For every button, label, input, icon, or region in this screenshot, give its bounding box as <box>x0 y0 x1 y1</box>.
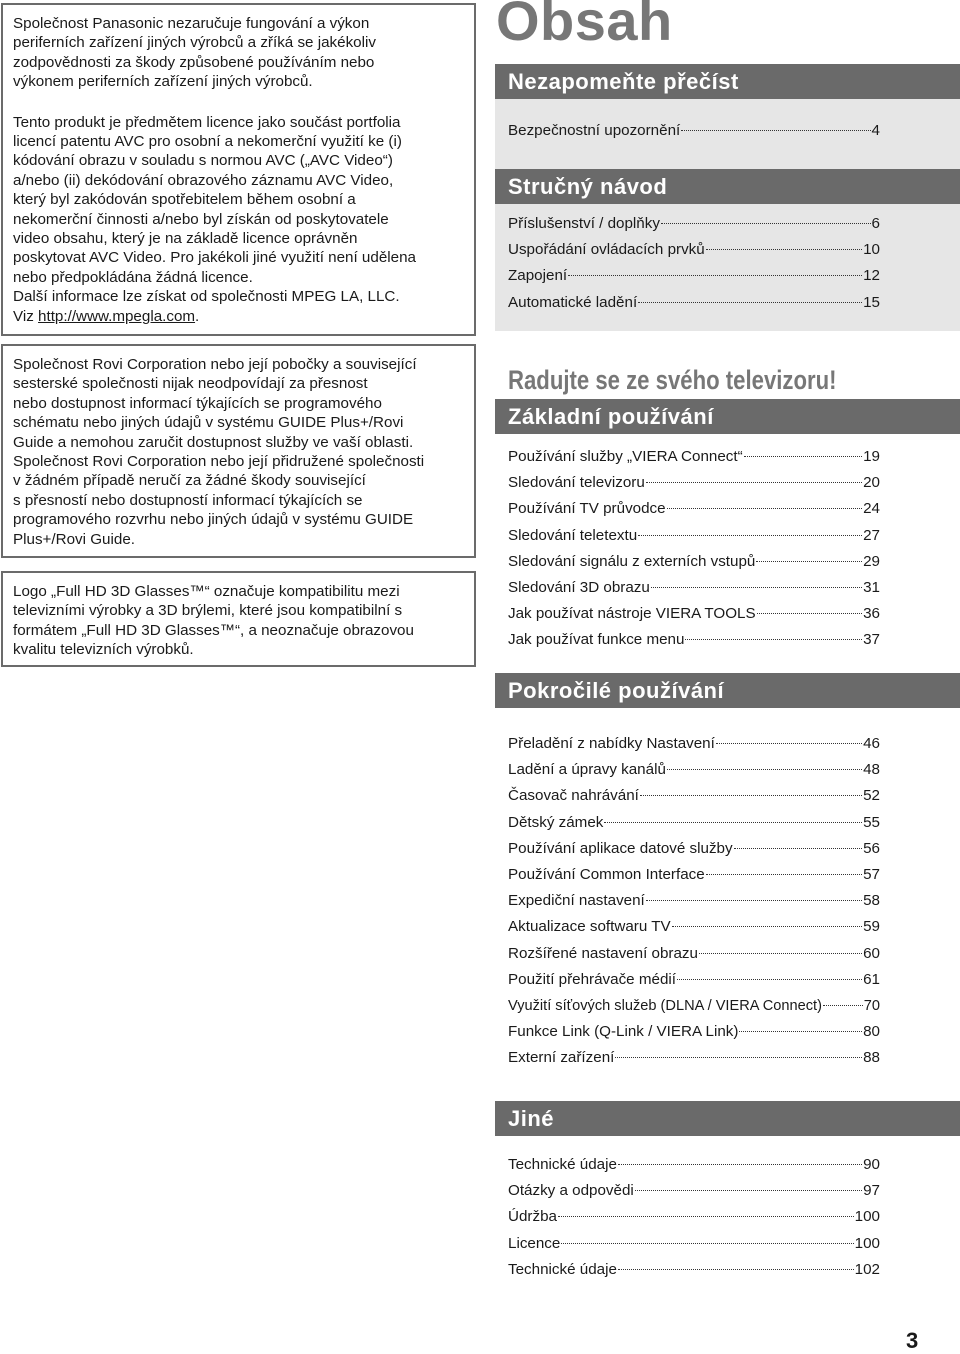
dot-leader <box>739 1031 862 1032</box>
toc-entry-label: Časovač nahrávání <box>508 787 639 805</box>
dot-leader <box>667 769 862 770</box>
notice-line: televizními výrobky a 3D brýlemi, které jsou kompatibilní s <box>13 602 403 620</box>
toc-entry-page: 80 <box>863 1023 880 1041</box>
toc-entry-label: Zapojení <box>508 267 568 285</box>
toc-entry-page: 90 <box>863 1156 880 1173</box>
dot-leader <box>651 587 862 588</box>
toc-entry-label: Používání aplikace datové služby <box>508 839 733 857</box>
toc-list-other <box>508 1152 880 1283</box>
toc-entry-label: Sledování teletextu <box>508 526 638 544</box>
toc-entry-label: Údržba <box>508 1208 557 1226</box>
notice-line: programového rozvrhu nebo jiných údajů v systému GUIDE <box>13 511 414 529</box>
dot-leader <box>699 953 862 954</box>
notice-line: nekomerční činnosti a/nebo byl získán od poskytovatele <box>13 210 389 228</box>
toc-entry-label: Příslušenství / doplňky <box>508 215 660 232</box>
toc-entry-page: 58 <box>863 892 880 910</box>
mpegla-link[interactable]: http://www.mpegla.com <box>38 307 196 325</box>
toc-entry[interactable] <box>508 993 880 1019</box>
notice-line: kvalitu televizních výrobků. <box>13 641 194 659</box>
toc-entry-label: Bezpečnostní upozornění <box>508 122 681 139</box>
toc-entry[interactable] <box>508 575 880 601</box>
toc-entry[interactable] <box>508 444 880 470</box>
toc-entry-label: Sledování 3D obrazu <box>508 578 650 596</box>
section-heading-basic-use: Základní používání <box>495 399 960 434</box>
toc-list-basic-use <box>508 444 880 654</box>
toc-entry-label: Používání Common Interface <box>508 865 705 883</box>
toc-entry-page: 100 <box>854 1208 880 1226</box>
toc-entry-page: 60 <box>863 944 880 962</box>
dot-leader <box>756 561 862 562</box>
toc-entry-page: 102 <box>854 1260 880 1278</box>
notice-line: sesterské společnosti nijak neodpovídají za přesnost <box>13 375 368 393</box>
notice-avc-licence <box>13 113 464 326</box>
toc-entry[interactable] <box>508 1152 880 1178</box>
dot-leader <box>646 900 862 901</box>
dot-leader <box>734 848 863 849</box>
dot-leader <box>681 130 870 131</box>
dot-leader <box>615 1057 862 1058</box>
dot-leader <box>568 275 862 276</box>
page-title: Obsah <box>496 0 673 52</box>
notice-box-3d-glasses <box>1 571 476 667</box>
notice-line: výkonem periferních zařízení jiných výrobců. <box>13 73 313 91</box>
notice-line: kódování obrazu v souladu s normou AVC („AVC Video“) <box>13 152 393 170</box>
dot-leader <box>716 743 862 744</box>
toc-entry-page: 55 <box>863 813 880 831</box>
toc-entry-page: 4 <box>871 122 880 139</box>
toc-entry-page: 100 <box>854 1234 880 1252</box>
toc-entry[interactable] <box>508 810 880 836</box>
toc-entry-page: 6 <box>871 215 880 232</box>
notice-line: s přesností nebo dostupností informací týkajících se <box>13 491 363 509</box>
toc-entry[interactable] <box>508 1231 880 1257</box>
toc-entry-label: Přeladění z nabídky Nastavení <box>508 735 715 752</box>
toc-entry-label: Jak používat nástroje VIERA TOOLS <box>508 605 756 623</box>
toc-entry-page: 29 <box>863 552 880 570</box>
notice-line: Společnost Rovi Corporation nebo její přidružené společnosti <box>13 453 425 471</box>
toc-entry-page: 12 <box>863 267 880 285</box>
url-prefix: Viz <box>13 307 39 325</box>
notice-line: nebo dostupnost informací týkajících se programového <box>13 394 382 412</box>
toc-entry-page: 59 <box>863 918 880 936</box>
toc-entry-label: Sledování televizoru <box>508 474 645 492</box>
toc-entry-page: 70 <box>863 997 880 1014</box>
toc-entry-page: 52 <box>863 787 880 805</box>
toc-entry[interactable] <box>508 731 880 757</box>
notice-line: a/nebo (ii) dekódování obrazového záznamu AVC Video, <box>13 171 394 189</box>
toc-entry-page: 20 <box>863 474 880 492</box>
dot-leader <box>685 639 862 640</box>
toc-entry-page: 61 <box>863 970 880 988</box>
section-heading-quick-guide: Stručný návod <box>495 169 960 204</box>
dot-leader <box>706 874 862 875</box>
toc-entry[interactable] <box>508 627 880 653</box>
toc-entry-label: Licence <box>508 1234 561 1252</box>
toc-entry[interactable] <box>508 496 880 522</box>
toc-entry-page: 56 <box>863 839 880 857</box>
toc-entry[interactable] <box>508 470 880 496</box>
toc-entry-label: Použití přehrávače médií <box>508 970 676 988</box>
toc-entry[interactable] <box>508 523 880 549</box>
section-heading-read-first: Nezapomeňte přečíst <box>495 64 960 99</box>
toc-entry[interactable] <box>508 1045 880 1071</box>
notice-line: video obsahu, který je na základě licence oprávněn <box>13 230 358 248</box>
toc-entry-label: Technické údaje <box>508 1260 617 1278</box>
toc-entry-page: 27 <box>863 526 880 544</box>
toc-entry[interactable] <box>508 1257 880 1283</box>
toc-entry[interactable] <box>508 290 880 316</box>
toc-entry-page: 15 <box>863 293 880 311</box>
notice-line <box>13 307 464 326</box>
toc-list-advanced-use <box>508 731 880 1071</box>
section-heading-advanced-use: Pokročilé používání <box>495 673 960 708</box>
notice-line: formátem „Full HD 3D Glasses™“, a neoznačuje obrazovou <box>13 621 414 639</box>
notice-line: Plus+/Rovi Guide. <box>13 530 135 548</box>
slogan: Radujte se ze svého televizoru! <box>508 365 837 395</box>
toc-entry[interactable] <box>508 1204 880 1230</box>
toc-entry-label: Automatické ladění <box>508 293 638 311</box>
toc-entry-label: Funkce Link (Q-Link / VIERA Link) <box>508 1023 739 1041</box>
toc-entry[interactable] <box>508 862 880 888</box>
toc-entry[interactable] <box>508 941 880 967</box>
section-heading-other: Jiné <box>495 1101 960 1136</box>
notice-line: poskytovat AVC Video. Pro jakékoli jiné využití není udělena <box>13 249 416 267</box>
toc-entry-page: 37 <box>863 631 880 649</box>
toc-entry[interactable] <box>508 237 880 263</box>
toc-entry-label: Otázky a odpovědi <box>508 1182 634 1200</box>
toc-entry-page: 46 <box>863 735 880 752</box>
dot-leader <box>618 1164 862 1165</box>
notice-line: v žádném případě neručí za žádné škody související <box>13 472 366 490</box>
toc-entry[interactable] <box>508 601 880 627</box>
toc-entry[interactable] <box>508 888 880 914</box>
notice-line: periferních zařízení jiných výrobců a zříká se jakékoliv <box>13 34 376 52</box>
toc-entry-label: Ladění a úpravy kanálů <box>508 761 666 779</box>
notice-line: Společnost Panasonic nezaručuje fungování a výkon <box>13 15 370 32</box>
notice-line: zodpovědnosti za škody způsobené používáním nebo <box>13 53 375 71</box>
toc-entry[interactable] <box>508 549 880 575</box>
notice-line: který byl zakódován spotřebitelem během osobní a <box>13 191 356 209</box>
page-number: 3 <box>906 1328 919 1353</box>
dot-leader <box>672 926 862 927</box>
dot-leader <box>638 535 862 536</box>
toc-entry-page: 10 <box>863 241 880 259</box>
dot-leader <box>677 979 862 980</box>
toc-entry-label: Externí zařízení <box>508 1049 615 1067</box>
toc-entry-label: Rozšířené nastavení obrazu <box>508 944 698 962</box>
notice-line: Další informace lze získat od společnosti MPEG LA, LLC. <box>13 288 400 306</box>
toc-entry-label: Sledování signálu z externích vstupů <box>508 552 756 570</box>
toc-entry-label: Používání služby „VIERA Connect“ <box>508 448 743 465</box>
dot-leader <box>604 822 862 823</box>
toc-entry-label: Využití síťových služeb (DLNA / VIERA Connect) <box>508 997 822 1014</box>
toc-entry[interactable] <box>508 211 880 237</box>
dot-leader <box>635 1190 862 1191</box>
toc-entry-label: Jak používat funkce menu <box>508 631 685 649</box>
toc-entry-label: Aktualizace softwaru TV <box>508 918 671 936</box>
dot-leader <box>638 302 862 303</box>
toc-entry-label: Používání TV průvodce <box>508 500 666 518</box>
toc-entry[interactable] <box>508 836 880 862</box>
notice-box-rovi <box>1 344 476 558</box>
toc-list-read-first <box>508 118 880 144</box>
dot-leader <box>744 456 862 457</box>
notice-box-panasonic-licence <box>1 3 476 336</box>
toc-entry[interactable] <box>508 967 880 993</box>
dot-leader <box>661 223 871 224</box>
toc-entry-label: Technické údaje <box>508 1156 617 1173</box>
toc-entry-page: 31 <box>863 578 880 596</box>
toc-entry-page: 48 <box>863 761 880 779</box>
notice-line: Guide a nemohou zaručit dostupnost služby ve vaší oblasti. <box>13 433 414 451</box>
dot-leader <box>757 613 862 614</box>
toc-entry-label: Uspořádání ovládacích prvků <box>508 241 705 259</box>
dot-leader <box>561 1243 853 1244</box>
dot-leader <box>640 795 862 796</box>
toc-entry[interactable] <box>508 783 880 809</box>
notice-panasonic <box>13 14 464 92</box>
notice-line: Logo „Full HD 3D Glasses™“ označuje kompatibilitu mezi <box>13 583 400 600</box>
toc-entry-label: Expediční nastavení <box>508 892 645 910</box>
dot-leader <box>823 1005 863 1006</box>
notice-line: Tento produkt je předmětem licence jako součást portfolia <box>13 113 401 131</box>
toc-entry[interactable] <box>508 1178 880 1204</box>
toc-entry[interactable] <box>508 914 880 940</box>
toc-entry[interactable] <box>508 263 880 289</box>
dot-leader <box>558 1216 854 1217</box>
dot-leader <box>618 1269 854 1270</box>
toc-entry[interactable] <box>508 757 880 783</box>
toc-list-quick-guide <box>508 211 880 316</box>
notice-line: nebo předpokládána žádná licence. <box>13 268 253 286</box>
dot-leader <box>646 482 862 483</box>
toc-entry-label: Dětský zámek <box>508 813 604 831</box>
toc-entry-page: 97 <box>863 1182 880 1200</box>
toc-entry-page: 88 <box>863 1049 880 1067</box>
toc-entry-page: 24 <box>863 500 880 518</box>
toc-entry-page: 57 <box>863 865 880 883</box>
toc-entry[interactable] <box>508 118 880 144</box>
toc-entry-page: 19 <box>863 448 880 465</box>
dot-leader <box>706 249 862 250</box>
toc-entry[interactable] <box>508 1019 880 1045</box>
url-suffix: . <box>195 307 200 325</box>
dot-leader <box>667 508 863 509</box>
notice-line: schématu nebo jiných údajů v systému GUIDE Plus+/Rovi <box>13 414 404 432</box>
toc-entry-page: 36 <box>863 605 880 623</box>
notice-line: Společnost Rovi Corporation nebo její pobočky a související <box>13 356 417 373</box>
notice-line: licencí patentu AVC pro osobní a nekomerční využití ke (i) <box>13 133 402 151</box>
